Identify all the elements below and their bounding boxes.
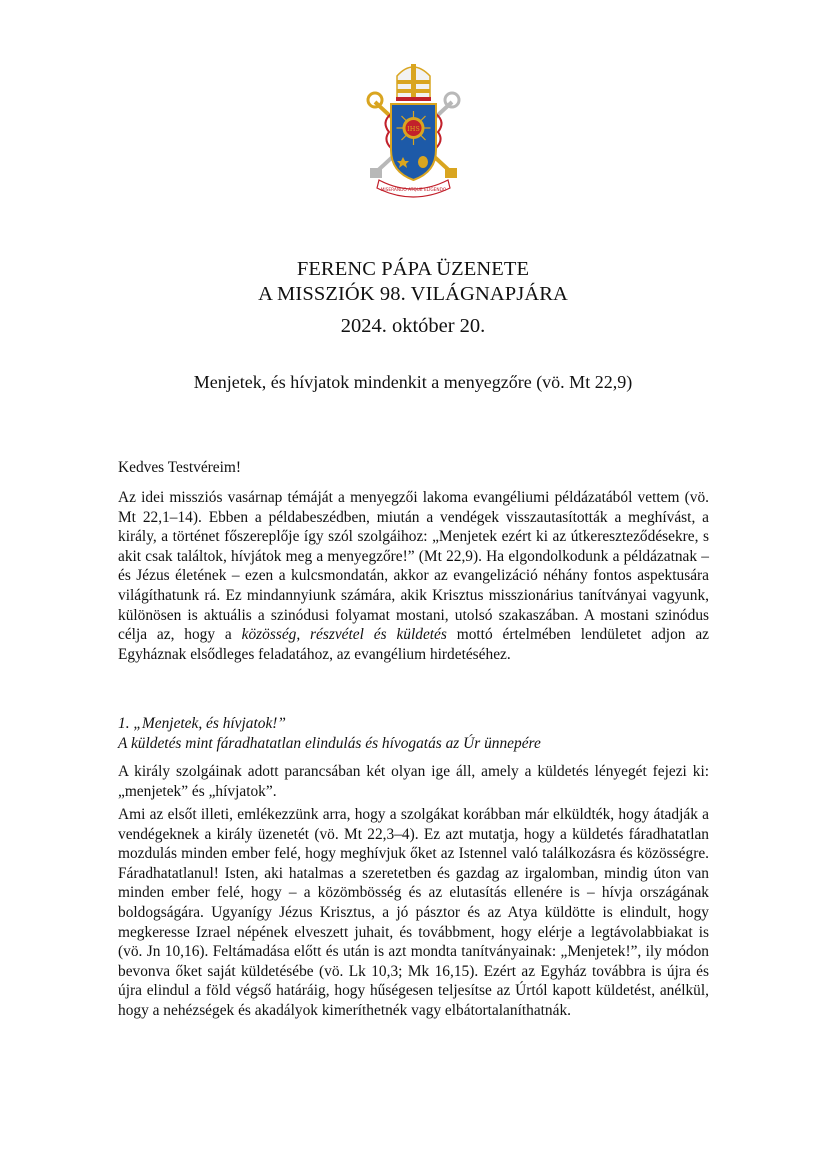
section-heading-line-2: A küldetés mint fáradhatatlan elindulás és hívogatás az Úr ünnepére (118, 734, 541, 752)
paragraph-3: Ami az elsőt illeti, emlékezzünk arra, hogy a szolgákat korábban már elküldték, hogy átadják a vendégeknek a király üzenetét (vö. Mt 22,3–4). Ez azt mutatja, hogy a küldetés fáradhatatlan mozdulás minden ember felé, hogy meghívjuk őket az Istennel való találkozásra és közösségre. Fáradhatatlanul! Isten, aki hatalmas a szeretetben és gazdag az irgalomban, mindig úton van minden ember felé, hogy – a közömbösség és az elutasítás ellenére is – hívja országának boldogságára. Ugyanígy Jézus Krisztus, a jó pásztor és az Atya küldötte is elindult, hogy megkeresse Izrael népének elveszett juhait, és továbbment, hogy elérje a legtávolabbiakat is (vö. Jn 10,16). Feltámadása előtt és után is azt mondta tanítványainak: „Menjetek!”, ily módon bevonva őket saját küldetésébe (vö. Lk 10,3; Mk 16,15). Ezért az Egyház továbbra is újra és újra elindul a föld végső határáig, hogy hűségesen teljesítse az Úrtól kapott küldetést, anélkül, hogy a nehézségek és akadályok kimeríthetnék vagy elbátortalaníthatnák. (118, 806, 709, 1019)
papal-coat-of-arms (361, 62, 466, 202)
document-subtitle: Menjetek, és hívjatok mindenkit a menyegzőre (vö. Mt 22,9) (193, 372, 633, 392)
nard-flower-icon (418, 156, 428, 168)
document-date: 2024. október 20. (340, 315, 486, 337)
intro-paragraph (118, 488, 709, 664)
document-title (0, 257, 826, 339)
mitre-icon (396, 64, 431, 101)
paragraph-text: mottó értelmében lendületet adjon az Egyháznak elsődleges feladatához, az evangélium hirdetéséhez. (118, 626, 710, 663)
section-heading (118, 714, 709, 753)
motto-text: MISERANDO ATQUE ELIGENDO (380, 188, 447, 193)
motto-ribbon (377, 180, 450, 197)
ihs-monogram: IHS (407, 125, 420, 133)
shield-icon (391, 104, 436, 180)
paragraph-2: A király szolgáinak adott parancsában két olyan ige áll, amely a küldetés lényegét fejezi ki: „menjetek” és „hívjatok”. (118, 763, 709, 800)
title-line-1: FERENC PÁPA ÜZENETE (296, 258, 530, 280)
emphasis-motto: közösség, részvétel és küldetés (241, 626, 447, 644)
salutation: Kedves Testvéreim! (118, 459, 242, 476)
paragraph-text: Az idei missziós vasárnap témáját a menyegzői lakoma evangéliumi példázatából vettem (vö. Mt 22,1–14). Ebben a példabeszédben, miután a vendégek visszautasították a meghívást, a király, a történet főszereplője így szól szolgáihoz: „Menjetek ezért ki az útkereszteződésekre, s akit csak találtok, hívjátok meg a menyegzőre!” (Mt 22,9). Ha elgondolkodunk a példázatnak – és Jézus életének – ezen a kulcsmondatán, akkor az evangelizáció néhány fontos aspektusára világíthatunk rá. Ez mindannyiunk számára, akik Krisztus misszionárius tanítványai vagyunk, különösen is aktuális a szinódusi folyamat mostani, utolsó szakaszában. A mostani szinódus célja az, hogy a (118, 489, 709, 644)
section-heading-line-1: 1. „Menjetek, és hívjatok!” (118, 715, 286, 732)
title-line-2: A MISSZIÓK 98. VILÁGNAPJÁRA (258, 283, 568, 305)
